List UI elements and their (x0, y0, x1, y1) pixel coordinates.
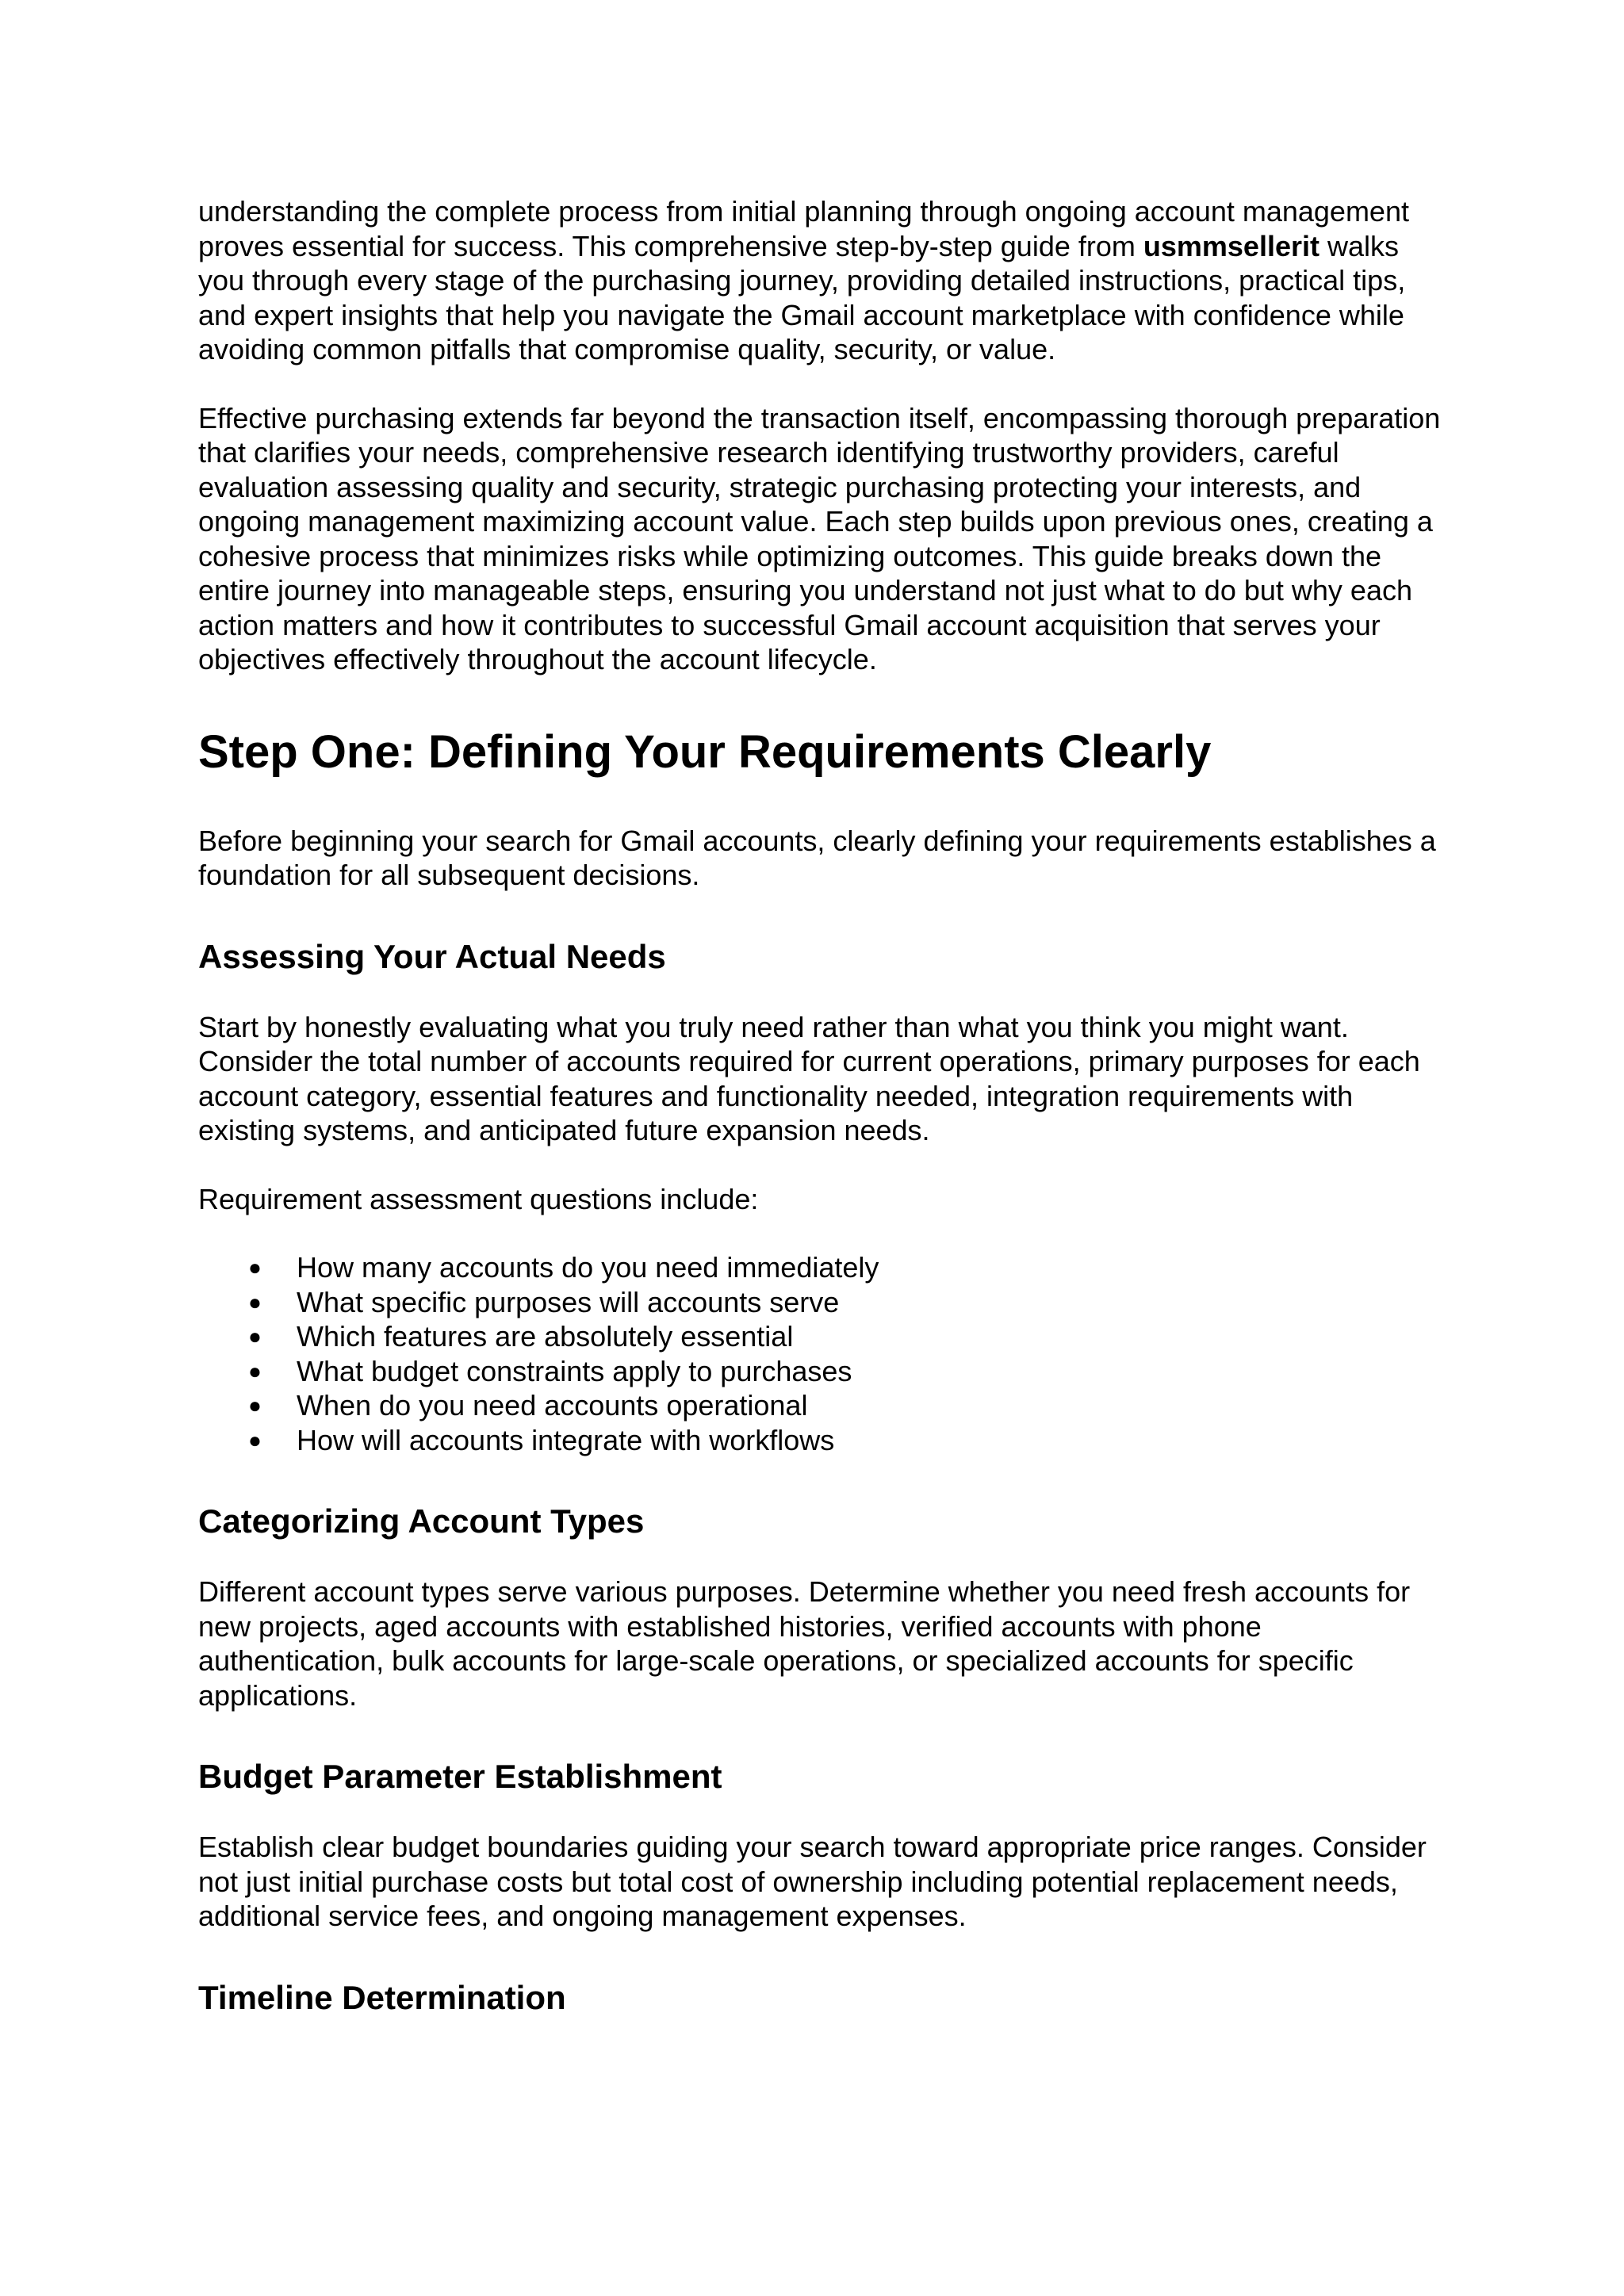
types-heading: Categorizing Account Types (198, 1502, 645, 1540)
list-item-text: How will accounts integrate with workflows (297, 1423, 835, 1456)
step-one-heading: Step One: Defining Your Requirements Clearly (198, 725, 1212, 778)
types-body: Different account types serve various purposes. Determine whether you need fresh accounts for new projects, aged accounts with established histories, verified accounts with phone authentication, bulk accounts for large-scale operations, or specialized accounts for specific applications. (198, 1575, 1411, 1712)
list-item-text: What budget constraints apply to purchases (297, 1354, 852, 1387)
intro-text-after-brand: walks you through every stage of the purchasing journey, providing detailed instructions, practical tips, and expert insights that help you navigate the Gmail account marketplace with confidence while avoiding common pitfalls that compromise quality, security, or value. (198, 229, 1406, 365)
list-item (198, 1423, 1443, 1458)
list-item-text: Which features are absolutely essential (297, 1320, 794, 1353)
list-item-text: How many accounts do you need immediately (297, 1251, 879, 1284)
timeline-heading: Timeline Determination (198, 1978, 566, 2016)
list-item-text: What specific purposes will accounts serve (297, 1285, 840, 1318)
needs-heading: Assessing Your Actual Needs (198, 937, 666, 975)
bullet-icon: ● (248, 1393, 262, 1418)
list-item (198, 1285, 1443, 1320)
bullet-icon: ● (248, 1255, 262, 1280)
bullet-icon: ● (248, 1358, 262, 1383)
needs-body: Start by honestly evaluating what you truly need rather than what you think you might want. Consider the total number of accounts required for current operations, primary purposes for each account category, essential features and functionality needed, integration requirements with existing systems, and anticipated future expansion needs. (198, 1010, 1420, 1146)
intro-paragraph-2: Effective purchasing extends far beyond the transaction itself, encompassing thorough preparation that clarifies your needs, comprehensive research identifying trustworthy providers, careful evaluation assessing quality and security, strategic purchasing protecting your interests, and ongoing management maximizing account value. Each step builds upon previous ones, creating a cohesive process that minimizes risks while optimizing outcomes. This guide breaks down the entire journey into manageable steps, ensuring you understand not just what to do but why each action matters and how it contributes to successful Gmail account acquisition that serves your objectives effectively throughout the account lifecycle. (198, 401, 1441, 675)
questions-intro: Requirement assessment questions include: (198, 1182, 759, 1215)
intro-paragraph-1 (198, 194, 1443, 367)
questions-list (198, 1250, 1443, 1457)
bullet-icon: ● (248, 1427, 262, 1452)
intro-text-before-brand: understanding the complete process from initial planning through ongoing account management proves essential for success. This comprehensive step-by-step guide from (198, 195, 1409, 262)
list-item (198, 1388, 1443, 1423)
step-one-intro: Before beginning your search for Gmail accounts, clearly defining your requirements establishes a foundation for all subsequent decisions. (198, 824, 1436, 891)
brand-name: usmmsellerit (1143, 229, 1320, 262)
bullet-icon: ● (248, 1289, 262, 1314)
document-page (198, 194, 1443, 2051)
list-item-text: When do you need accounts operational (297, 1389, 808, 1422)
list-item (198, 1319, 1443, 1354)
budget-body: Establish clear budget boundaries guiding your search toward appropriate price ranges. Consider not just initial purchase costs but total cost of ownership including potential replacement needs, additional service fees, and ongoing management expenses. (198, 1831, 1427, 1932)
list-item (198, 1354, 1443, 1389)
list-item (198, 1250, 1443, 1285)
budget-heading: Budget Parameter Establishment (198, 1758, 722, 1795)
bullet-icon: ● (248, 1324, 262, 1349)
